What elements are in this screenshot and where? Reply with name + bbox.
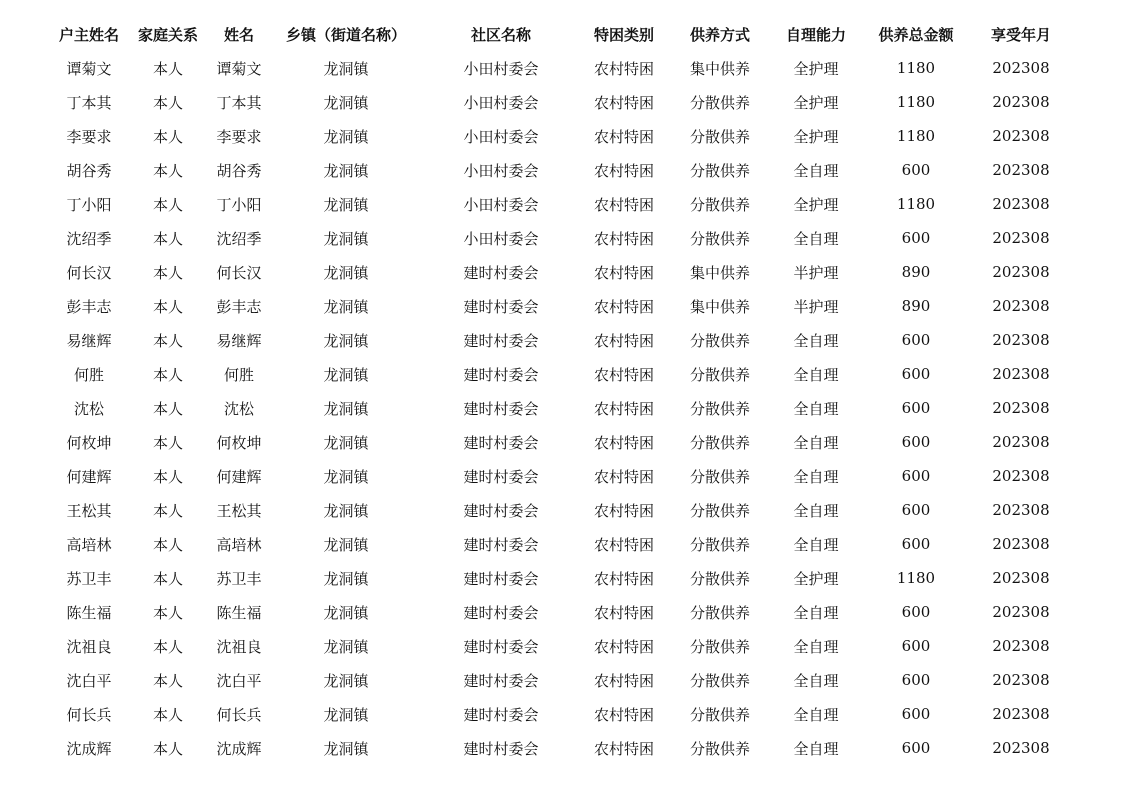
table-row — [54, 187, 1074, 221]
cell-support-mode: 分散供养 — [689, 161, 750, 180]
cell-township: 龙洞镇 — [323, 59, 369, 78]
cell-support-mode: 分散供养 — [689, 365, 750, 384]
cell-support-amount: 600 — [901, 331, 931, 349]
cell-family-relation: 本人 — [152, 569, 183, 588]
header-name: 姓名 — [223, 25, 254, 44]
cell-month: 202308 — [992, 59, 1050, 77]
table-row — [54, 663, 1074, 697]
cell-family-relation: 本人 — [152, 365, 183, 384]
cell-support-mode: 分散供养 — [689, 195, 750, 214]
cell-support-amount: 1180 — [896, 569, 936, 587]
cell-category: 农村特困 — [593, 331, 654, 350]
cell-household-head-name: 王松其 — [66, 501, 112, 520]
cell-support-mode: 集中供养 — [689, 263, 750, 282]
cell-support-mode: 分散供养 — [689, 569, 750, 588]
cell-community: 建时村委会 — [463, 365, 539, 384]
cell-self-care-ability: 全护理 — [793, 93, 839, 112]
support-roster-table — [54, 17, 1074, 765]
cell-name: 何长兵 — [216, 705, 262, 724]
cell-family-relation: 本人 — [152, 603, 183, 622]
cell-self-care-ability: 全自理 — [793, 161, 839, 180]
cell-name: 胡谷秀 — [216, 161, 262, 180]
cell-family-relation: 本人 — [152, 127, 183, 146]
cell-community: 建时村委会 — [463, 399, 539, 418]
cell-month: 202308 — [992, 501, 1050, 519]
cell-support-amount: 600 — [901, 671, 931, 689]
cell-family-relation: 本人 — [152, 263, 183, 282]
cell-community: 建时村委会 — [463, 263, 539, 282]
cell-support-amount: 600 — [901, 739, 931, 757]
cell-family-relation: 本人 — [152, 433, 183, 452]
cell-name: 沈祖良 — [216, 637, 262, 656]
cell-support-amount: 600 — [901, 535, 931, 553]
cell-name: 王松其 — [216, 501, 262, 520]
table-row — [54, 731, 1074, 765]
cell-month: 202308 — [992, 569, 1050, 587]
cell-household-head-name: 陈生福 — [66, 603, 112, 622]
header-month: 享受年月 — [990, 25, 1051, 44]
cell-household-head-name: 何枚坤 — [66, 433, 112, 452]
cell-family-relation: 本人 — [152, 59, 183, 78]
cell-self-care-ability: 全护理 — [793, 195, 839, 214]
cell-category: 农村特困 — [593, 603, 654, 622]
cell-month: 202308 — [992, 195, 1050, 213]
cell-community: 小田村委会 — [463, 93, 539, 112]
table-row — [54, 323, 1074, 357]
cell-township: 龙洞镇 — [323, 161, 369, 180]
cell-support-amount: 890 — [901, 263, 931, 281]
cell-support-amount: 890 — [901, 297, 931, 315]
cell-township: 龙洞镇 — [323, 501, 369, 520]
cell-household-head-name: 丁本其 — [66, 93, 112, 112]
cell-community: 小田村委会 — [463, 127, 539, 146]
cell-family-relation: 本人 — [152, 229, 183, 248]
cell-support-mode: 分散供养 — [689, 501, 750, 520]
cell-community: 建时村委会 — [463, 569, 539, 588]
cell-self-care-ability: 全自理 — [793, 739, 839, 758]
cell-self-care-ability: 全自理 — [793, 229, 839, 248]
table-body — [54, 51, 1074, 765]
support-roster-sheet — [54, 17, 1074, 765]
cell-category: 农村特困 — [593, 535, 654, 554]
cell-support-mode: 分散供养 — [689, 93, 750, 112]
cell-township: 龙洞镇 — [323, 263, 369, 282]
cell-community: 小田村委会 — [463, 229, 539, 248]
cell-support-amount: 600 — [901, 365, 931, 383]
cell-name: 丁本其 — [216, 93, 262, 112]
cell-support-amount: 1180 — [896, 93, 936, 111]
cell-family-relation: 本人 — [152, 161, 183, 180]
cell-family-relation: 本人 — [152, 501, 183, 520]
cell-community: 小田村委会 — [463, 195, 539, 214]
cell-household-head-name: 何长兵 — [66, 705, 112, 724]
cell-category: 农村特困 — [593, 467, 654, 486]
cell-support-amount: 600 — [901, 603, 931, 621]
cell-household-head-name: 沈松 — [73, 399, 104, 418]
cell-household-head-name: 何胜 — [73, 365, 104, 384]
cell-family-relation: 本人 — [152, 637, 183, 656]
cell-category: 农村特困 — [593, 433, 654, 452]
cell-support-amount: 600 — [901, 229, 931, 247]
cell-name: 彭丰志 — [216, 297, 262, 316]
table-row — [54, 425, 1074, 459]
cell-family-relation: 本人 — [152, 705, 183, 724]
cell-self-care-ability: 全自理 — [793, 433, 839, 452]
table-row — [54, 697, 1074, 731]
cell-township: 龙洞镇 — [323, 331, 369, 350]
cell-month: 202308 — [992, 127, 1050, 145]
cell-month: 202308 — [992, 161, 1050, 179]
cell-township: 龙洞镇 — [323, 739, 369, 758]
table-header — [54, 17, 1074, 51]
cell-self-care-ability: 全自理 — [793, 603, 839, 622]
cell-category: 农村特困 — [593, 501, 654, 520]
cell-month: 202308 — [992, 671, 1050, 689]
cell-month: 202308 — [992, 365, 1050, 383]
cell-month: 202308 — [992, 467, 1050, 485]
cell-family-relation: 本人 — [152, 467, 183, 486]
cell-household-head-name: 高培林 — [66, 535, 112, 554]
cell-support-amount: 600 — [901, 467, 931, 485]
cell-family-relation: 本人 — [152, 331, 183, 350]
cell-name: 陈生福 — [216, 603, 262, 622]
cell-support-amount: 600 — [901, 705, 931, 723]
table-row — [54, 459, 1074, 493]
cell-self-care-ability: 半护理 — [793, 263, 839, 282]
cell-community: 建时村委会 — [463, 603, 539, 622]
cell-category: 农村特困 — [593, 365, 654, 384]
cell-category: 农村特困 — [593, 705, 654, 724]
cell-support-mode: 分散供养 — [689, 467, 750, 486]
cell-community: 建时村委会 — [463, 637, 539, 656]
cell-category: 农村特困 — [593, 569, 654, 588]
cell-household-head-name: 苏卫丰 — [66, 569, 112, 588]
header-row — [54, 17, 1074, 51]
cell-name: 沈成辉 — [216, 739, 262, 758]
cell-name: 苏卫丰 — [216, 569, 262, 588]
cell-township: 龙洞镇 — [323, 195, 369, 214]
cell-community: 小田村委会 — [463, 161, 539, 180]
cell-family-relation: 本人 — [152, 297, 183, 316]
cell-support-mode: 分散供养 — [689, 739, 750, 758]
cell-household-head-name: 沈绍季 — [66, 229, 112, 248]
cell-category: 农村特困 — [593, 637, 654, 656]
cell-community: 建时村委会 — [463, 467, 539, 486]
cell-category: 农村特困 — [593, 59, 654, 78]
header-support-mode: 供养方式 — [689, 25, 750, 44]
cell-name: 高培林 — [216, 535, 262, 554]
cell-category: 农村特困 — [593, 93, 654, 112]
cell-name: 何枚坤 — [216, 433, 262, 452]
cell-township: 龙洞镇 — [323, 671, 369, 690]
table-row — [54, 595, 1074, 629]
cell-family-relation: 本人 — [152, 739, 183, 758]
cell-township: 龙洞镇 — [323, 399, 369, 418]
cell-self-care-ability: 全护理 — [793, 569, 839, 588]
cell-category: 农村特困 — [593, 399, 654, 418]
table-row — [54, 51, 1074, 85]
cell-self-care-ability: 全自理 — [793, 331, 839, 350]
table-row — [54, 221, 1074, 255]
cell-household-head-name: 胡谷秀 — [66, 161, 112, 180]
cell-support-mode: 集中供养 — [689, 59, 750, 78]
cell-category: 农村特困 — [593, 195, 654, 214]
cell-month: 202308 — [992, 229, 1050, 247]
table-row — [54, 527, 1074, 561]
cell-self-care-ability: 全护理 — [793, 59, 839, 78]
header-category: 特困类别 — [593, 25, 654, 44]
cell-self-care-ability: 全自理 — [793, 637, 839, 656]
cell-township: 龙洞镇 — [323, 229, 369, 248]
cell-support-amount: 600 — [901, 637, 931, 655]
cell-household-head-name: 沈成辉 — [66, 739, 112, 758]
cell-family-relation: 本人 — [152, 399, 183, 418]
cell-support-amount: 1180 — [896, 127, 936, 145]
cell-month: 202308 — [992, 603, 1050, 621]
cell-community: 建时村委会 — [463, 501, 539, 520]
cell-category: 农村特困 — [593, 297, 654, 316]
cell-category: 农村特困 — [593, 739, 654, 758]
cell-name: 何长汉 — [216, 263, 262, 282]
cell-support-amount: 1180 — [896, 59, 936, 77]
cell-household-head-name: 何建辉 — [66, 467, 112, 486]
table-row — [54, 561, 1074, 595]
cell-support-amount: 600 — [901, 161, 931, 179]
cell-township: 龙洞镇 — [323, 467, 369, 486]
cell-self-care-ability: 全自理 — [793, 705, 839, 724]
cell-family-relation: 本人 — [152, 671, 183, 690]
cell-township: 龙洞镇 — [323, 535, 369, 554]
cell-month: 202308 — [992, 297, 1050, 315]
header-township: 乡镇（街道名称） — [285, 25, 406, 44]
cell-month: 202308 — [992, 637, 1050, 655]
table-row — [54, 391, 1074, 425]
cell-support-mode: 分散供养 — [689, 637, 750, 656]
cell-support-mode: 分散供养 — [689, 705, 750, 724]
cell-household-head-name: 何长汉 — [66, 263, 112, 282]
cell-household-head-name: 沈祖良 — [66, 637, 112, 656]
cell-support-amount: 600 — [901, 399, 931, 417]
cell-month: 202308 — [992, 705, 1050, 723]
table-row — [54, 357, 1074, 391]
cell-household-head-name: 丁小阳 — [66, 195, 112, 214]
cell-township: 龙洞镇 — [323, 127, 369, 146]
cell-month: 202308 — [992, 535, 1050, 553]
cell-name: 何胜 — [223, 365, 254, 384]
cell-support-mode: 分散供养 — [689, 671, 750, 690]
header-household-head-name: 户主姓名 — [58, 25, 119, 44]
header-family-relation: 家庭关系 — [137, 25, 198, 44]
cell-month: 202308 — [992, 739, 1050, 757]
table-row — [54, 629, 1074, 663]
table-row — [54, 493, 1074, 527]
cell-month: 202308 — [992, 399, 1050, 417]
cell-support-mode: 分散供养 — [689, 229, 750, 248]
cell-category: 农村特困 — [593, 127, 654, 146]
cell-month: 202308 — [992, 263, 1050, 281]
cell-support-mode: 分散供养 — [689, 127, 750, 146]
cell-month: 202308 — [992, 93, 1050, 111]
cell-household-head-name: 易继辉 — [66, 331, 112, 350]
cell-category: 农村特困 — [593, 263, 654, 282]
cell-community: 建时村委会 — [463, 297, 539, 316]
cell-self-care-ability: 全自理 — [793, 467, 839, 486]
cell-name: 沈绍季 — [216, 229, 262, 248]
cell-township: 龙洞镇 — [323, 365, 369, 384]
cell-community: 建时村委会 — [463, 331, 539, 350]
cell-community: 建时村委会 — [463, 671, 539, 690]
table-row — [54, 85, 1074, 119]
cell-support-amount: 600 — [901, 433, 931, 451]
cell-community: 建时村委会 — [463, 739, 539, 758]
cell-community: 建时村委会 — [463, 433, 539, 452]
cell-name: 沈松 — [223, 399, 254, 418]
table-row — [54, 119, 1074, 153]
cell-township: 龙洞镇 — [323, 569, 369, 588]
cell-self-care-ability: 全自理 — [793, 535, 839, 554]
cell-support-mode: 分散供养 — [689, 331, 750, 350]
cell-township: 龙洞镇 — [323, 603, 369, 622]
cell-name: 沈白平 — [216, 671, 262, 690]
cell-category: 农村特困 — [593, 229, 654, 248]
table-row — [54, 153, 1074, 187]
cell-support-amount: 1180 — [896, 195, 936, 213]
cell-self-care-ability: 全自理 — [793, 501, 839, 520]
cell-family-relation: 本人 — [152, 535, 183, 554]
cell-category: 农村特困 — [593, 671, 654, 690]
cell-household-head-name: 沈白平 — [66, 671, 112, 690]
cell-township: 龙洞镇 — [323, 637, 369, 656]
table-row — [54, 289, 1074, 323]
cell-name: 何建辉 — [216, 467, 262, 486]
cell-support-mode: 分散供养 — [689, 535, 750, 554]
cell-self-care-ability: 全自理 — [793, 365, 839, 384]
cell-household-head-name: 李要求 — [66, 127, 112, 146]
cell-township: 龙洞镇 — [323, 93, 369, 112]
cell-family-relation: 本人 — [152, 195, 183, 214]
cell-household-head-name: 彭丰志 — [66, 297, 112, 316]
cell-name: 易继辉 — [216, 331, 262, 350]
cell-family-relation: 本人 — [152, 93, 183, 112]
cell-name: 丁小阳 — [216, 195, 262, 214]
cell-household-head-name: 谭菊文 — [66, 59, 112, 78]
cell-township: 龙洞镇 — [323, 705, 369, 724]
header-self-care-ability: 自理能力 — [785, 25, 846, 44]
cell-support-amount: 600 — [901, 501, 931, 519]
cell-month: 202308 — [992, 331, 1050, 349]
cell-township: 龙洞镇 — [323, 433, 369, 452]
cell-support-mode: 分散供养 — [689, 399, 750, 418]
cell-self-care-ability: 半护理 — [793, 297, 839, 316]
cell-township: 龙洞镇 — [323, 297, 369, 316]
cell-community: 小田村委会 — [463, 59, 539, 78]
cell-support-mode: 分散供养 — [689, 433, 750, 452]
cell-community: 建时村委会 — [463, 535, 539, 554]
cell-category: 农村特困 — [593, 161, 654, 180]
cell-community: 建时村委会 — [463, 705, 539, 724]
cell-name: 谭菊文 — [216, 59, 262, 78]
cell-self-care-ability: 全护理 — [793, 127, 839, 146]
cell-self-care-ability: 全自理 — [793, 399, 839, 418]
cell-self-care-ability: 全自理 — [793, 671, 839, 690]
header-community: 社区名称 — [470, 25, 531, 44]
cell-support-mode: 分散供养 — [689, 603, 750, 622]
cell-month: 202308 — [992, 433, 1050, 451]
cell-support-mode: 集中供养 — [689, 297, 750, 316]
table-row — [54, 255, 1074, 289]
cell-name: 李要求 — [216, 127, 262, 146]
header-support-amount: 供养总金额 — [878, 25, 954, 44]
